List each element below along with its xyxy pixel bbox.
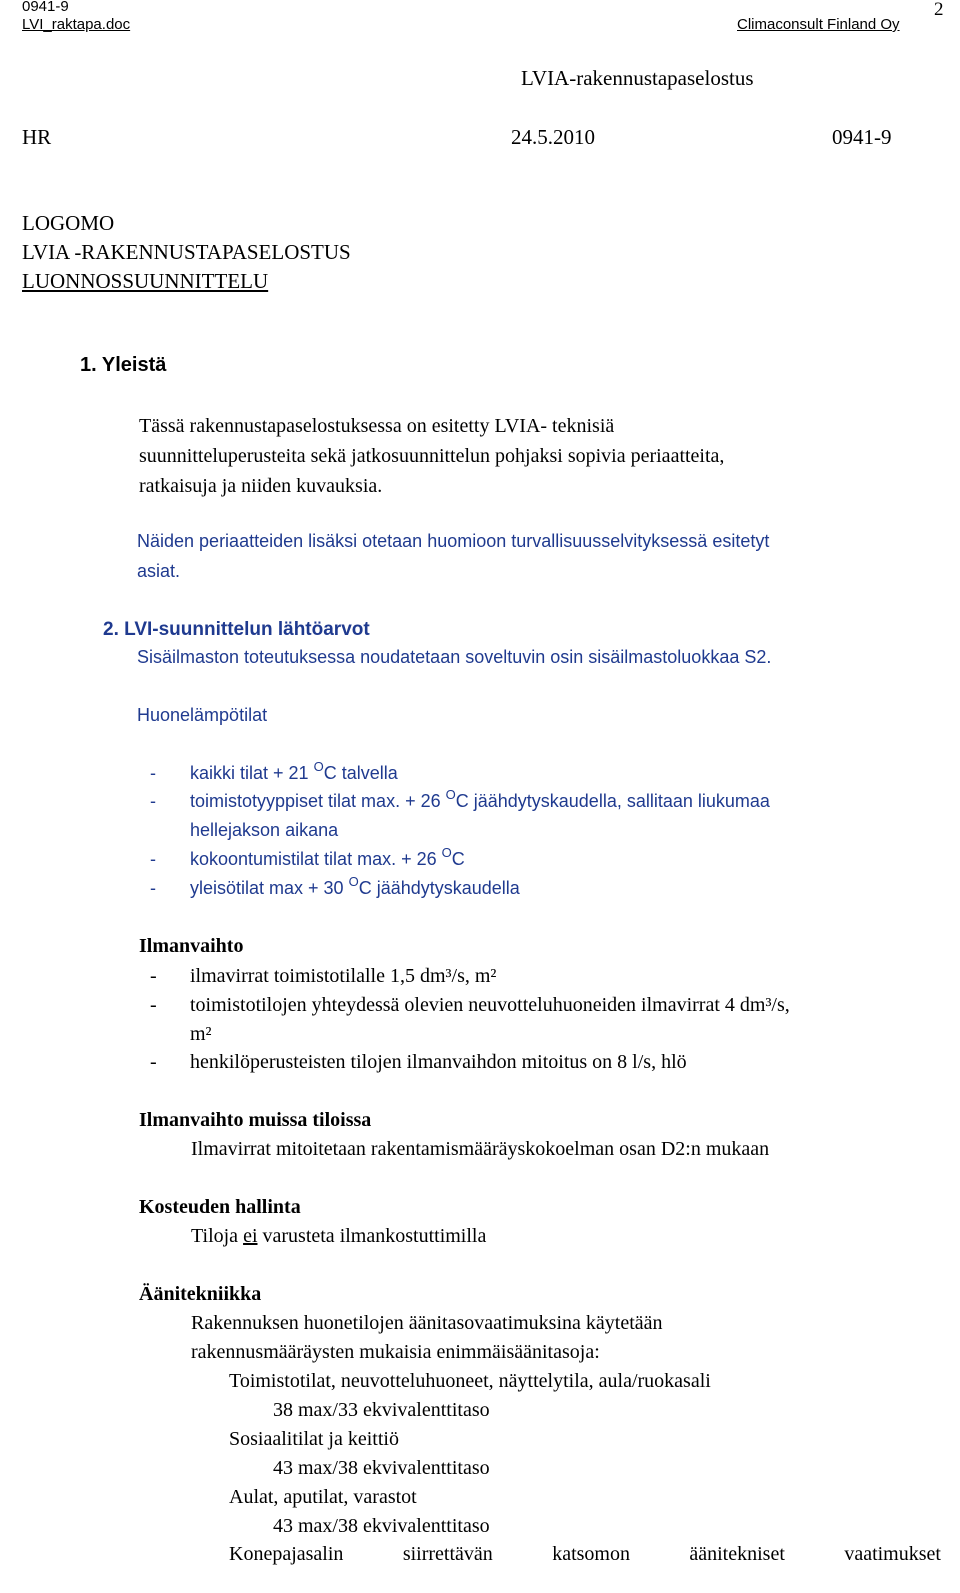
acoustics-last-line xyxy=(229,1543,941,1566)
section-2-intro: Sisäilmaston toteutuksessa noudatetaan soveltuvin osin sisäilmastoluokkaa S2. xyxy=(137,647,772,667)
temp-item-3-unit: C xyxy=(451,849,465,869)
list-dash: - xyxy=(150,791,156,811)
acoustics-heading: Äänitekniikka xyxy=(139,1283,262,1305)
acoustics-item-3-value: 43 max/38 ekvivalenttitaso xyxy=(273,1515,490,1537)
vent-other-heading: Ilmanvaihto muissa tiloissa xyxy=(139,1109,372,1131)
section-1-para2-line2: asiat. xyxy=(137,561,181,581)
acoustics-item-2-label: Sosiaalitilat ja keittiö xyxy=(229,1428,399,1450)
temp-item-2-continuation: hellejakson aikana xyxy=(190,820,339,840)
temp-item-4-text: yleisötilat max + 30 xyxy=(190,878,349,898)
date: 24.5.2010 xyxy=(511,125,595,149)
degree-symbol: O xyxy=(441,845,452,860)
temp-item-3-text: kokoontumistilat tilat max. + 26 xyxy=(190,849,442,869)
section-1-heading: 1. Yleistä xyxy=(80,354,167,376)
section-1-para1-line1: Tässä rakennustapaselostuksessa on esitetty LVIA- teknisiä xyxy=(139,415,615,437)
acoustics-line-2: rakennusmääräysten mukaisia enimmäisäänitasoja: xyxy=(191,1341,600,1363)
acoustics-item-1-value: 38 max/33 ekvivalenttitaso xyxy=(273,1399,490,1421)
degree-symbol: O xyxy=(445,787,456,802)
last-line-word: Konepajasalin xyxy=(229,1543,344,1565)
section-1-para1-line2: suunnitteluperusteita sekä jatkosuunnittelun pohjaksi sopivia periaatteita, xyxy=(139,445,725,467)
last-line-word: äänitekniset xyxy=(689,1543,785,1565)
last-line-word: siirrettävän xyxy=(402,1543,493,1565)
title-line-3: LUONNOSSUUNNITTELU xyxy=(22,269,269,293)
vent-item-2-continuation: m² xyxy=(190,1023,212,1045)
acoustics-item-2-value: 43 max/38 ekvivalenttitaso xyxy=(273,1457,490,1479)
header-company: Climaconsult Finland Oy xyxy=(737,16,900,33)
author: HR xyxy=(22,125,52,149)
temperatures-heading: Huonelämpötilat xyxy=(137,705,268,725)
list-dash: - xyxy=(150,878,156,898)
vent-item-1-text: ilmavirrat toimistotilalle 1,5 dm³/s, m² xyxy=(190,965,497,987)
list-dash: - xyxy=(150,763,156,783)
humidity-text xyxy=(191,1225,486,1248)
humidity-heading: Kosteuden hallinta xyxy=(139,1196,301,1218)
humidity-text-post: varusteta ilmankostuttimilla xyxy=(257,1225,487,1247)
list-dash: - xyxy=(150,965,157,987)
vent-other-text: Ilmavirrat mitoitetaan rakentamismääräyskokoelman osan D2:n mukaan xyxy=(191,1138,770,1160)
title-line-2: LVIA -RAKENNUSTAPASELOSTUS xyxy=(22,240,351,264)
temp-item-2-text: toimistotyyppiset tilat max. + 26 xyxy=(190,791,446,811)
humidity-text-pre: Tiloja xyxy=(191,1225,244,1247)
section-1-para2-line1: Näiden periaatteiden lisäksi otetaan huomioon turvallisuusselvityksessä esitetyt xyxy=(137,531,770,551)
vent-item-3-text: henkilöperusteisten tilojen ilmanvaihdon mitoitus on 8 l/s, hlö xyxy=(190,1051,687,1073)
degree-symbol: O xyxy=(313,759,324,774)
acoustics-line-1: Rakennuksen huonetilojen äänitasovaatimuksina käytetään xyxy=(191,1312,663,1334)
temp-item-4-unit: C jäähdytyskaudella xyxy=(358,878,520,898)
humidity-text-emphasis: ei xyxy=(243,1225,258,1247)
temp-item-1-unit: C talvella xyxy=(323,763,398,783)
doc-title: LVIA-rakennustapaselostus xyxy=(521,66,754,90)
temp-item-1-text: kaikki tilat + 21 xyxy=(190,763,314,783)
degree-symbol: O xyxy=(348,874,359,889)
section-1-para1-line3: ratkaisuja ja niiden kuvauksia. xyxy=(139,475,383,497)
section-2-heading: 2. LVI-suunnittelun lähtöarvot xyxy=(103,619,370,640)
vent-item-2-text: toimistotilojen yhteydessä olevien neuvotteluhuoneiden ilmavirrat 4 dm³/s, xyxy=(190,994,790,1016)
page-number: 2 xyxy=(934,0,944,20)
list-dash: - xyxy=(150,994,157,1016)
header-filename: LVI_raktapa.doc xyxy=(22,16,131,33)
list-dash: - xyxy=(150,849,156,869)
project-number: 0941-9 xyxy=(832,125,892,149)
ventilation-heading: Ilmanvaihto xyxy=(139,935,244,957)
acoustics-item-1-label: Toimistotilat, neuvotteluhuoneet, näyttelytila, aula/ruokasali xyxy=(229,1370,711,1392)
temp-item-2-unit: C jäähdytyskaudella, sallitaan liukumaa xyxy=(455,791,770,811)
last-line-word: katsomon xyxy=(552,1543,630,1565)
title-line-1: LOGOMO xyxy=(22,211,115,235)
list-dash: - xyxy=(150,1051,157,1073)
header-code: 0941-9 xyxy=(22,0,69,15)
last-line-word: vaatimukset xyxy=(844,1543,941,1565)
acoustics-item-3-label: Aulat, aputilat, varastot xyxy=(229,1486,417,1508)
